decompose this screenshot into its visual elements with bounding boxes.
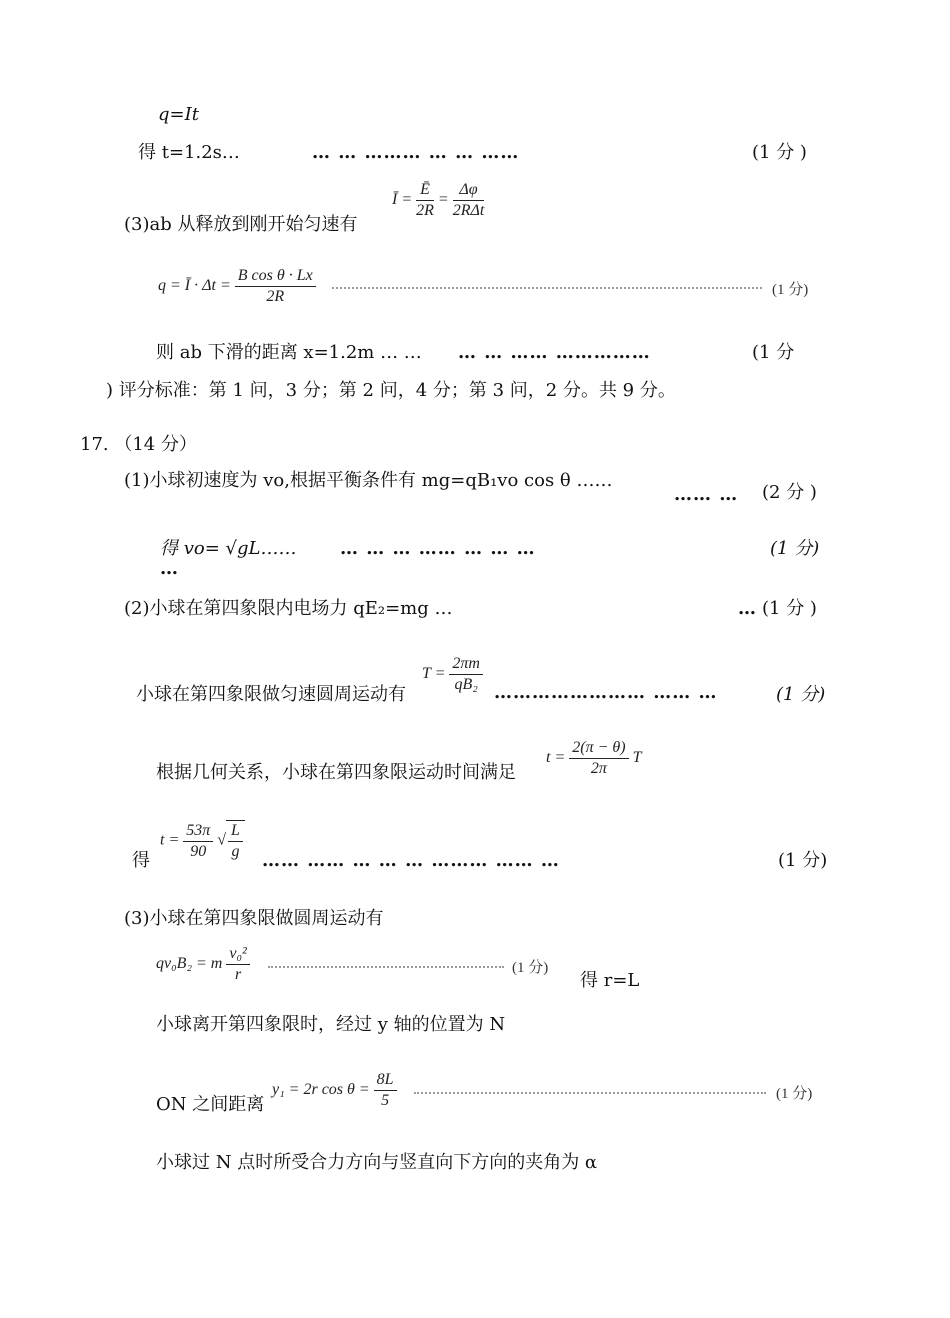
part2-result-label: 得 [132, 850, 150, 871]
leader-dots [414, 1092, 766, 1094]
part3-heading: (3)ab 从释放到刚开始匀速有 [124, 214, 358, 235]
score-mark: (1 分 [752, 342, 795, 363]
part1-line: (1)小球初速度为 vo,根据平衡条件有 mg=qB₁vo cos θ …… [124, 470, 613, 491]
score-mark: (1 分) [776, 684, 826, 705]
eq-q-it: q=It [158, 104, 199, 125]
eq-time-ratio: t = $\frac{2(\pi - \theta)}{2\pi}$ T [546, 739, 642, 777]
part3-position-line: 小球离开第四象限时，经过 y 轴的位置为 N [156, 1014, 506, 1035]
score-mark: (1 分) [772, 282, 809, 298]
leader-dots: …………………… …… … [494, 682, 718, 703]
scoring-criteria: ) 评分标准：第 1 问，3 分；第 2 问，4 分；第 3 问，2 分。共 9 分。 [106, 380, 676, 401]
leader-dots: … … ……… … … …… [312, 142, 520, 163]
leader-dots: …… … [674, 484, 739, 505]
leader-dots: … … …… …………… [458, 342, 651, 363]
eq-on-distance: y₁ = 2r cos θ = $\frac{8L}{5}$ [272, 1070, 397, 1111]
line-t-result: 得 t=1.2s… [138, 142, 240, 163]
leader-dots [268, 966, 504, 968]
eq-charge: q = Ī · Δt = $\frac{\text{B cos θ · Lx}}{2R}$ [158, 266, 316, 307]
part2-geometry-line: 根据几何关系，小球在第四象限运动时间满足 [156, 762, 516, 783]
part2-circular-line: 小球在第四象限做匀速圆周运动有 [136, 684, 406, 705]
eq-centripetal: qv₀B₂ = m $\frac{\text{v₀²}}{r}$ [156, 944, 250, 985]
on-distance-label: ON 之间距离 [156, 1094, 265, 1115]
leader-dots [332, 287, 762, 289]
part1-result: 得 vo= √gL…… [160, 538, 297, 559]
eq-avg-current: Ī = $\frac{Ē}{2R}$ = $\frac{\Delta\varphi}{\text{2RΔt}}$ [392, 181, 485, 219]
score-mark: (1 分) [776, 1086, 813, 1102]
question-17-title: 17. （14 分） [80, 434, 197, 455]
score-mark: (1 分 ) [752, 142, 807, 163]
score-mark: (1 分) [778, 850, 828, 871]
score-mark: (1 分) [770, 538, 820, 559]
leader-dots: … [160, 558, 179, 579]
line-distance: 则 ab 下滑的距离 x=1.2m … … [156, 342, 422, 363]
part3-angle-line: 小球过 N 点时所受合力方向与竖直向下方向的夹角为 α [156, 1152, 598, 1173]
leader-dots: …… …… … … … ……… …… … [262, 850, 560, 871]
score-mark: (2 分 ) [762, 482, 817, 503]
leader-dots: … [738, 598, 757, 619]
score-mark: (1 分) [512, 960, 549, 976]
leader-dots: … … … …… … … … [340, 538, 536, 559]
eq-period: T = $\frac{2\pi m}{\text{qB₂}}$ [422, 654, 483, 695]
part3-line: (3)小球在第四象限做圆周运动有 [124, 908, 384, 929]
radius-result: 得 r=L [580, 970, 640, 991]
eq-time-result: t = $\frac{53\pi}{90}$ √ $\frac{L}{g}$ [160, 820, 245, 862]
part2-line: (2)小球在第四象限内电场力 qE₂=mg … [124, 598, 453, 619]
score-mark: (1 分 ) [762, 598, 817, 619]
